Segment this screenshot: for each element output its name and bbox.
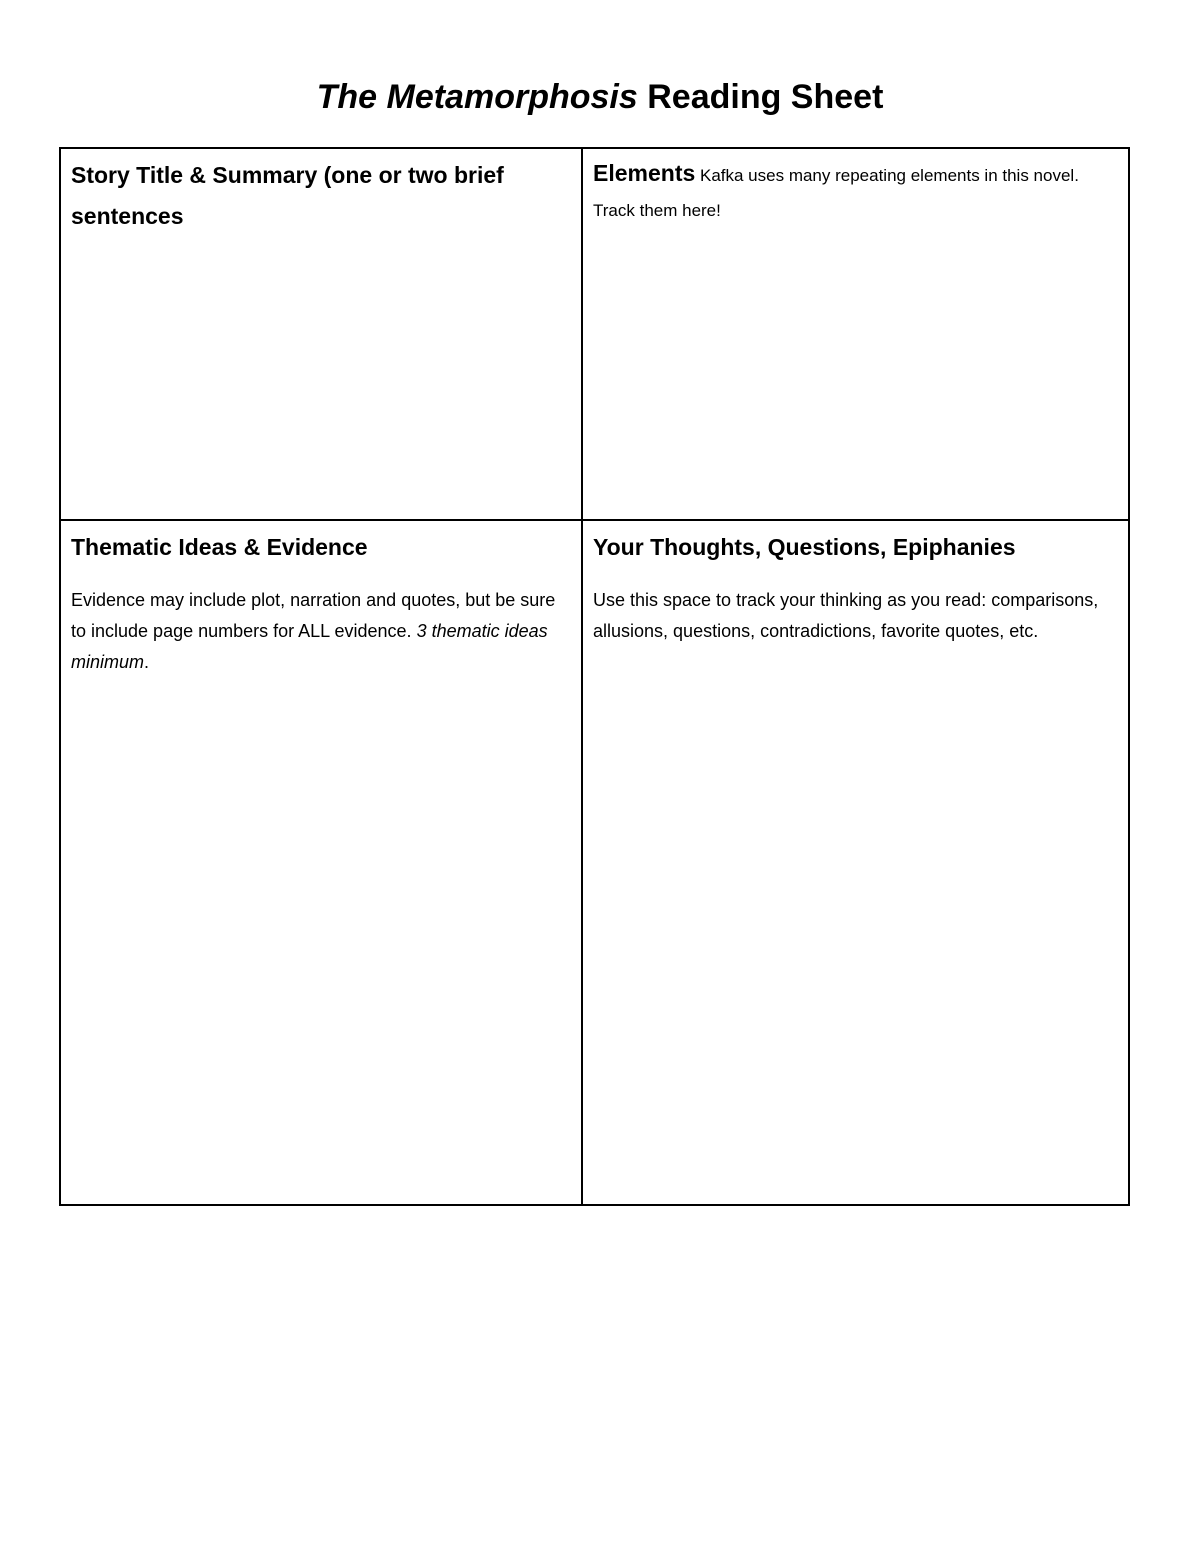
themes-heading: Thematic Ideas & Evidence — [71, 534, 368, 560]
thoughts-heading: Your Thoughts, Questions, Epiphanies — [593, 534, 1016, 560]
elements-heading: Elements — [593, 160, 696, 186]
title-italic-part: The Metamorphosis — [316, 78, 638, 116]
elements-heading-line — [593, 157, 1118, 227]
elements-description: Kafka uses many repeating elements in this novel. Track them here! — [593, 166, 1079, 220]
title-rest-part: Reading Sheet — [637, 78, 884, 116]
themes-instructions-text: Evidence may include plot, narration and quotes, but be sure to include page numbers for ALL evidence. — [71, 590, 556, 641]
themes-instructions-italic: 3 thematic ideas minimum — [71, 621, 548, 672]
thoughts-cell[interactable] — [583, 521, 1128, 1204]
summary-cell[interactable] — [61, 149, 583, 521]
reading-sheet-table — [59, 147, 1130, 1206]
page-title — [0, 74, 1200, 120]
summary-heading: Story Title & Summary (one or two brief sentences — [71, 162, 504, 229]
themes-cell[interactable] — [61, 521, 583, 1204]
themes-instructions-end: . — [144, 652, 150, 672]
themes-instructions — [71, 585, 571, 678]
thoughts-instructions: Use this space to track your thinking as you read: comparisons, allusions, questions, contradictions, favorite quotes, etc. — [593, 590, 1099, 641]
elements-cell[interactable] — [583, 149, 1128, 521]
